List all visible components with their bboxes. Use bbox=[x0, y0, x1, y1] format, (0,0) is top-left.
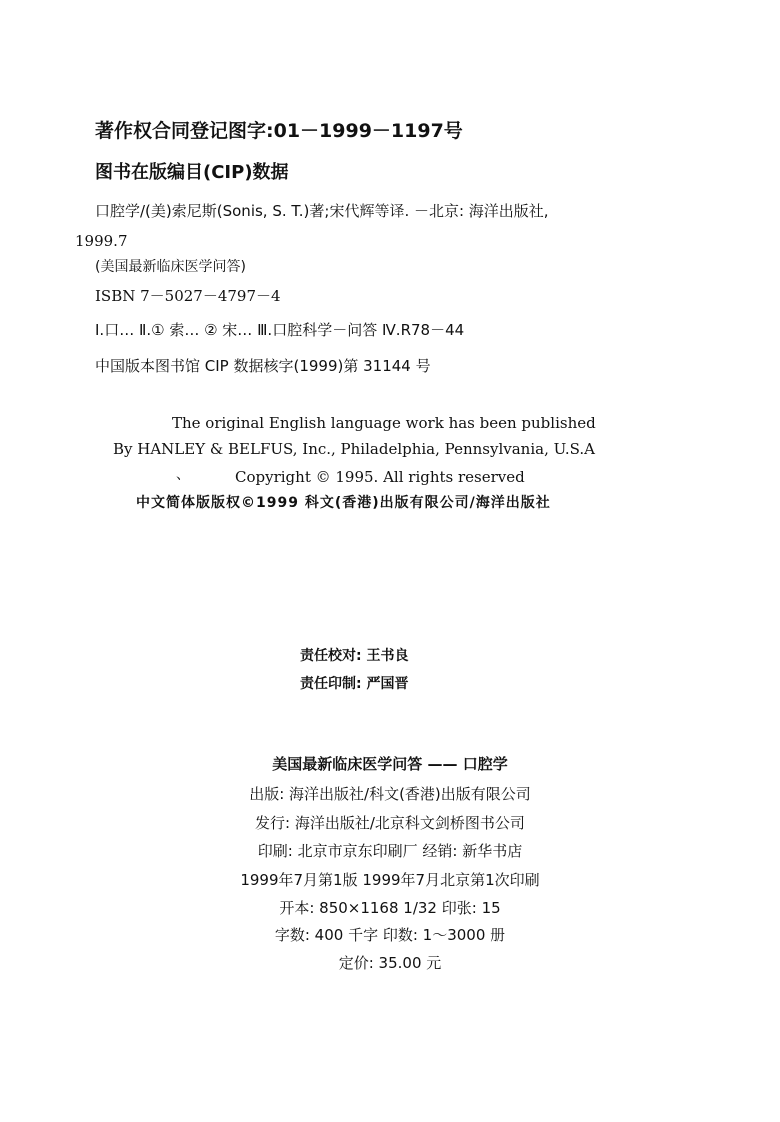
cip-heading: 图书在版编目(CIP)数据 bbox=[95, 162, 289, 183]
colophon-printer: 印刷: 北京市京东印刷厂 经销: 新华书店 bbox=[257, 842, 523, 860]
colophon-words: 字数: 400 千字 印数: 1～3000 册 bbox=[274, 926, 506, 944]
printing-credit: 责任印制: 严国晋 bbox=[300, 676, 409, 692]
notice-line-2: By HANLEY & BELFUS, Inc., Philadelphia, Pennsylvania, U.S.A bbox=[113, 440, 595, 458]
notice-line-3: Copyright © 1995. All rights reserved bbox=[235, 468, 525, 486]
cip-record-number: 中国版本图书馆 CIP 数据核字(1999)第 31144 号 bbox=[95, 357, 431, 375]
cip-series: (美国最新临床医学问答) bbox=[95, 259, 246, 275]
colophon-publisher: 出版: 海洋出版社/科文(香港)出版有限公司 bbox=[249, 785, 531, 803]
notice-line-1: The original English language work has been published bbox=[172, 414, 596, 432]
proofreader-credit: 责任校对: 王书良 bbox=[300, 648, 409, 664]
colophon-price: 定价: 35.00 元 bbox=[338, 954, 442, 972]
colophon-edition: 1999年7月第1版 1999年7月北京第1次印刷 bbox=[240, 871, 540, 889]
cip-title-line: 口腔学/(美)索尼斯(Sonis, S. T.)著;宋代辉等译. －北京: 海洋出版社, bbox=[95, 202, 549, 220]
notice-bullet: 、 bbox=[176, 467, 190, 483]
notice-line-4: 中文简体版版权©1999 科文(香港)出版有限公司/海洋出版社 bbox=[136, 495, 551, 511]
colophon-format: 开本: 850×1168 1/32 印张: 15 bbox=[279, 899, 501, 917]
cip-classification: Ⅰ.口… Ⅱ.① 索… ② 宋… Ⅲ.口腔科学－问答 Ⅳ.R78－44 bbox=[95, 321, 465, 339]
colophon-title: 美国最新临床医学问答 —— 口腔学 bbox=[272, 755, 508, 773]
copyright-registration: 著作权合同登记图字:01－1999－1197号 bbox=[95, 120, 463, 142]
cip-date-line: 1999.7 bbox=[75, 232, 128, 250]
cip-isbn: ISBN 7－5027－4797－4 bbox=[95, 287, 281, 305]
colophon-distribution: 发行: 海洋出版社/北京科文剑桥图书公司 bbox=[255, 814, 525, 832]
